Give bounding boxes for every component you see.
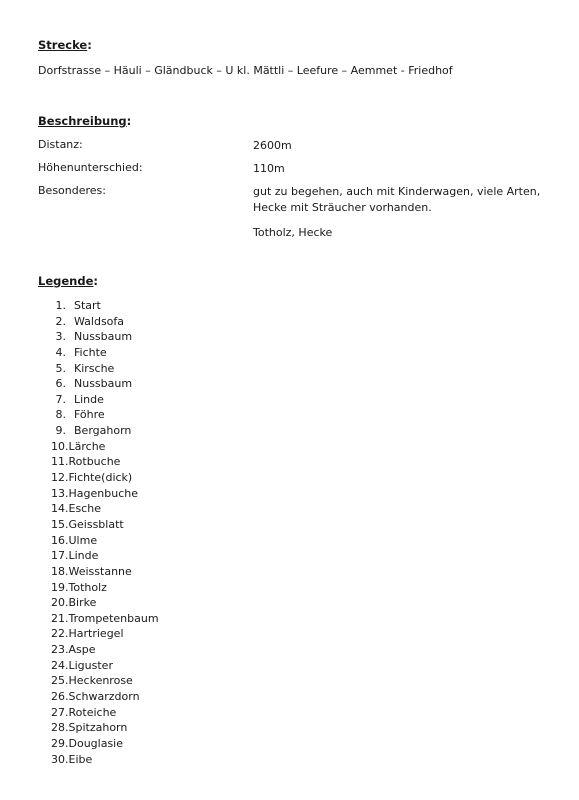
- legend-item-label: Totholz: [68, 580, 107, 594]
- legend-item-number: 30.: [51, 752, 69, 766]
- legend-item: [51, 345, 159, 361]
- legend-item-number: 17.: [51, 549, 69, 563]
- legend-item-number: 10.: [51, 439, 69, 453]
- legend-item-number: 2.: [55, 314, 66, 328]
- legend-item: [51, 564, 159, 580]
- legend-item: [51, 486, 159, 502]
- legend-item: [51, 298, 159, 314]
- legend-item-label: Birke: [68, 596, 97, 610]
- legend-item-number: 11.: [51, 455, 69, 469]
- legend-item-number: 7.: [55, 392, 66, 406]
- legend-item: [51, 673, 159, 689]
- legend-item: [51, 501, 159, 517]
- legend-item: [51, 689, 159, 705]
- legend-item-label: Spitzahorn: [68, 721, 128, 735]
- legend-item-number: 25.: [51, 674, 69, 688]
- legend-item: [51, 361, 159, 377]
- legend-item: [51, 454, 159, 470]
- legend-item: [51, 423, 159, 439]
- legend-item-label: Douglasie: [68, 736, 124, 750]
- legend-item: [51, 705, 159, 721]
- legend-item: [51, 407, 159, 423]
- legend-item: [51, 470, 159, 486]
- legend-item: [51, 658, 159, 674]
- legend-item-number: 26.: [51, 690, 69, 704]
- legend-item: [51, 376, 159, 392]
- legend-item-label: Hartriegel: [68, 627, 124, 641]
- legend-item-number: 14.: [51, 502, 69, 516]
- legend-item-number: 13.: [51, 486, 69, 500]
- legend-item-number: 18.: [51, 564, 69, 578]
- legend-item: [51, 580, 159, 596]
- legend-item-label: Fichte(dick): [68, 471, 133, 485]
- legend-item-number: 15.: [51, 517, 69, 531]
- legend-item-label: Esche: [68, 502, 101, 516]
- legend-item-number: 28.: [51, 721, 69, 735]
- legend-item-number: 1.: [55, 299, 66, 312]
- legend-item-number: 27.: [51, 705, 69, 719]
- legend-item: [51, 611, 159, 627]
- legend-item-number: 16.: [51, 533, 69, 547]
- legend-item: [51, 626, 159, 642]
- legend-item-label: Liguster: [68, 658, 113, 672]
- legend-item-label: Waldsofa: [74, 314, 125, 328]
- legend-item-label: Nussbaum: [74, 330, 133, 344]
- description-value: 2600m: [253, 139, 292, 152]
- route-text: Dorfstrasse – Häuli – Gländbuck – U kl. Mättli – Leefure – Aemmet - Friedhof: [38, 64, 453, 77]
- legend-item-number: 5.: [55, 361, 66, 375]
- legend-item-number: 9.: [55, 424, 66, 438]
- legend-item-number: 4.: [55, 345, 66, 359]
- legend-item: [51, 314, 159, 330]
- legend-item-number: 20.: [51, 596, 69, 610]
- legend-item-label: Weisstanne: [68, 564, 132, 578]
- legend-item-label: Aspe: [68, 643, 96, 657]
- legend-item-label: Hagenbuche: [68, 486, 138, 500]
- legend-item-label: Rotbuche: [68, 455, 121, 469]
- legende-heading-text: Legende: [38, 274, 94, 288]
- beschreibung-heading: [38, 114, 131, 128]
- legend-item-number: 3.: [55, 330, 66, 344]
- legend-item-label: Eibe: [68, 752, 93, 766]
- legend-item-label: Geissblatt: [68, 517, 124, 531]
- legend-item-number: 23.: [51, 643, 69, 657]
- beschreibung-heading-text: Beschreibung: [38, 114, 127, 128]
- legend-item-label: Nussbaum: [74, 377, 133, 391]
- legend-item-number: 12.: [51, 471, 69, 485]
- legend-list: [51, 298, 159, 767]
- legend-item: [51, 736, 159, 752]
- legende-heading-colon: :: [93, 274, 98, 288]
- legend-item: [51, 533, 159, 549]
- legend-item-label: Heckenrose: [68, 674, 133, 688]
- description-label: Distanz:: [38, 138, 83, 151]
- legend-item-label: Roteiche: [68, 705, 117, 719]
- legend-item-label: Bergahorn: [74, 424, 132, 438]
- legend-item-number: 6.: [55, 377, 66, 391]
- legend-item-label: Schwarzdorn: [68, 690, 140, 704]
- legend-item: [51, 752, 159, 768]
- legend-item-label: Lärche: [68, 439, 106, 453]
- legend-item: [51, 517, 159, 533]
- legend-item-label: Trompetenbaum: [68, 611, 159, 625]
- legend-item-label: Start: [74, 299, 101, 312]
- description-label: Höhenunterschied:: [38, 161, 143, 174]
- legend-item: [51, 439, 159, 455]
- legend-item-number: 29.: [51, 736, 69, 750]
- description-value: 110m: [253, 162, 285, 175]
- legend-item-label: Ulme: [68, 533, 98, 547]
- beschreibung-heading-colon: :: [126, 114, 132, 128]
- legend-item-label: Linde: [74, 392, 104, 406]
- strecke-heading-colon: :: [87, 38, 92, 52]
- legende-heading: [38, 274, 98, 288]
- legend-item-label: Fichte: [74, 345, 107, 359]
- legend-item: [51, 329, 159, 345]
- strecke-heading: [38, 38, 92, 52]
- legend-item-label: Föhre: [74, 408, 105, 422]
- strecke-heading-text: Strecke: [38, 38, 88, 52]
- legend-item: [51, 720, 159, 736]
- legend-item: [51, 595, 159, 611]
- description-extra-value: Totholz, Hecke: [253, 226, 333, 239]
- legend-item-number: 22.: [51, 627, 69, 641]
- legend-item: [51, 642, 159, 658]
- legend-item-number: 8.: [55, 408, 66, 422]
- description-value: gut zu begehen, auch mit Kinderwagen, viele Arten, Hecke mit Sträucher vorhanden.: [253, 185, 541, 214]
- legend-item-label: Kirsche: [74, 361, 115, 375]
- description-label: Besonderes:: [38, 184, 106, 197]
- legend-item-number: 21.: [51, 611, 69, 625]
- document-page: [38, 0, 558, 800]
- legend-item-label: Linde: [68, 549, 99, 563]
- legend-item-number: 19.: [51, 580, 69, 594]
- legend-item: [51, 392, 159, 408]
- legend-item: [51, 548, 159, 564]
- legend-item-number: 24.: [51, 658, 69, 672]
